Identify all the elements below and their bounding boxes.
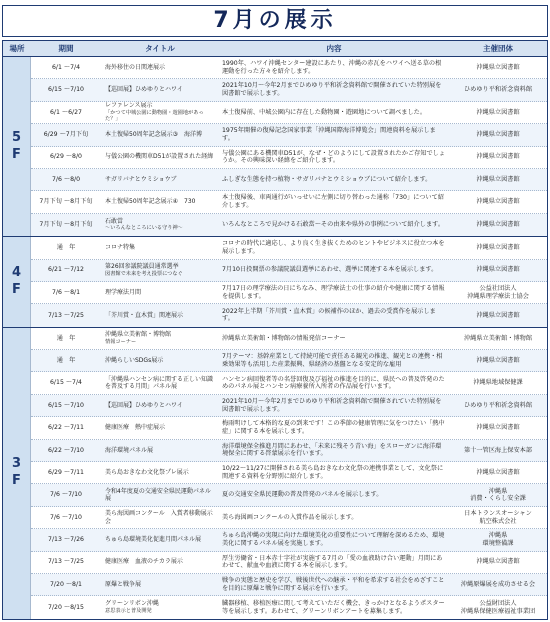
exhibition-row [31, 147, 547, 169]
exhibition-title: 健康医療 血液のチカラ展示 [105, 558, 183, 566]
title-cell [101, 214, 219, 236]
period-cell: 7/13 ～7/25 [48, 311, 84, 319]
period-cell: 6/29 ～7月下旬 [43, 131, 89, 139]
exhibition-row [31, 395, 547, 417]
organizer-cell: 沖縄県地域保健課 [473, 379, 523, 387]
exhibition-title: 石敢當 [105, 217, 124, 225]
title-cell [101, 350, 219, 371]
exhibition-row [31, 191, 547, 213]
floor-rows [31, 328, 547, 619]
organizer-cell: 沖縄県立図書館 [476, 131, 520, 139]
exhibition-row [31, 596, 547, 618]
content-cell: 7月10日投開票の参議院議員選挙にあわせ、選挙に関連する本を展示します。 [222, 266, 438, 274]
title-cell [101, 237, 219, 258]
exhibition-row [31, 260, 547, 282]
floor-cell [3, 57, 31, 236]
period-cell: 通 年 [56, 334, 76, 342]
title-cell [101, 169, 219, 190]
period-cell: 6/15 ～7/10 [48, 86, 84, 94]
organizer-cell: 沖縄県 環境整備課 [482, 532, 514, 547]
exhibition-title: 「芥川賞・直木賞」関連展示 [105, 311, 184, 319]
floor-rows [31, 57, 547, 236]
period-cell: 7月下旬 ～8月下旬 [39, 198, 93, 206]
exhibition-title: 令和4年度夏の交通安全県民運動パネル展 [105, 487, 211, 503]
floor-cell [3, 328, 31, 619]
exhibition-title: 健康医療 熱中症展示 [105, 424, 166, 432]
period-cell: 6/29 ～7/11 [48, 468, 84, 476]
exhibition-row [31, 417, 547, 439]
organizer-cell: 沖縄県立図書館 [476, 356, 520, 364]
content-cell: 2021年10月～今年2月までひめゆり平和祈念資料館で開催されていた特別展を図書館で展示します。 [222, 82, 442, 98]
period-cell: 6/22 ～7/10 [48, 446, 84, 454]
title-cell [101, 462, 219, 483]
exhibition-title: 海洋環境パネル展 [105, 446, 154, 454]
exhibition-title: 沖縄県立美術館・博物館 [105, 331, 172, 339]
floor-label: 4F [9, 264, 24, 299]
organizer-cell: 沖縄県立美術館・博物館 [463, 334, 533, 342]
organizer-cell: 沖縄県立図書館 [476, 198, 520, 206]
exhibition-title: ちゅら島環境美化促進月間パネル展 [105, 536, 202, 544]
content-cell: 海洋環境保全推進月間にあわせ、「未来に残そう青い海」をスローガンに海洋環境保全に関する啓蒙展示を行います。 [222, 442, 442, 458]
header-location: 場所 [9, 44, 25, 53]
title-cell [101, 57, 219, 78]
exhibition-title: 本土復帰50周年記念展示③ 海洋博 [105, 131, 203, 139]
content-cell: 7月テーマ：基幹産業として持続可能で責任ある観光の推進、観光との連携・相乗効果等も活用した産業振興、県経済の基盤となる安定的な雇用 [222, 353, 443, 368]
period-cell: 通 年 [56, 244, 76, 252]
content-cell: コロナの時代に適応し、より良く生き抜くためのヒントやビジネスに役立つ本を展示します。 [222, 240, 445, 255]
exhibition-title: 美ら島おきなわ文化祭プレ展示 [105, 468, 189, 476]
exhibition-title: コロナ特集 [105, 244, 136, 252]
organizer-cell: 沖縄県立図書館 [476, 266, 520, 274]
header-organizer: 主催団体 [483, 44, 513, 53]
content-cell: 本土復帰前、中城公園内に存在した動物園・遊園地について調べました。 [222, 108, 427, 116]
exhibition-row [31, 552, 547, 574]
exhibition-title: 【巡回展】ひめゆりとハワイ [105, 401, 183, 409]
organizer-cell: 公益社団法人 沖縄県理学療法士協会 [467, 285, 529, 300]
exhibition-title: 第26回参議院議員通常選挙 [105, 263, 179, 271]
content-cell: 7月17日の理学療法の日にちなみ、理学療法士の仕事の紹介や健康に関する情報を提供します。 [222, 285, 445, 300]
organizer-cell: ひめゆり平和祈念資料館 [463, 401, 533, 409]
content-cell: ハンセン病回復者等の名誉回復及び福祉の推進を目的に、県民への普及啓発のためのパネル展とハンセン病療養所入所者の作品展を行います。 [222, 375, 445, 391]
period-cell: 6/15 ～7/10 [48, 401, 84, 409]
content-cell: 戦争の実態と歴史を学び、戦後世代への継承・平和を希求する社会をめざすことを目的に原爆と戦争に関する展示を行います。 [222, 577, 445, 592]
header-content: 内容 [326, 44, 342, 53]
content-cell: 1990年、ハワイ沖縄センター建設にあたり、沖縄の赤瓦をハワイへ送る草の根運動を行った方々を紹介します。 [222, 60, 442, 75]
organizer-cell: 沖縄県立図書館 [476, 311, 520, 319]
exhibition-subtitle: 図書館で未来を考え投票につなぐ [105, 270, 183, 277]
exhibition-row [31, 328, 547, 350]
title-cell [101, 282, 219, 303]
content-cell: 夏の交通安全県民運動の普及啓発のパネルを展示します。 [222, 491, 383, 499]
exhibition-title: 【巡回展】ひめゆりとハワイ [105, 86, 183, 94]
exhibition-row [31, 124, 547, 146]
page-title-box [2, 5, 548, 37]
title-cell [101, 440, 219, 461]
content-cell: 梅雨明けして本格的な夏の到来です！この季節の健康管理に気をつけたい「熱中症」に関する本を展示します。 [222, 420, 445, 435]
title-cell [101, 372, 219, 393]
organizer-cell: 沖縄県立図書館 [476, 468, 520, 476]
exhibition-title: グリーンリボン沖縄 [105, 600, 159, 608]
exhibition-subtitle: 「かつて中城公園に動物園・遊園地があった？」 [105, 109, 204, 123]
content-cell: 10/22～11/27に開催される美ら島おきなわ文化祭の連携事業として、文化祭に関連する資料を分野別に紹介します。 [222, 465, 444, 480]
organizer-cell: 沖縄県 消費・くらし安全課 [470, 487, 526, 503]
exhibition-table [2, 40, 548, 620]
exhibition-title: 美ら海図画コンクール 入賞者移動展示会 [105, 509, 213, 525]
content-cell: 2022年上半期「芥川賞・直木賞」の候補作のほか、過去の受賞作を展示します。 [222, 307, 436, 323]
title-cell [101, 79, 219, 100]
floor-label: 5F [9, 129, 24, 164]
title-cell [101, 304, 219, 326]
exhibition-subtitle: 情報コーナー [105, 338, 137, 345]
organizer-cell: ひめゆり平和祈念資料館 [463, 86, 533, 94]
exhibition-title: 原爆と戦争展 [105, 580, 142, 588]
exhibition-row [31, 372, 547, 394]
floor-section [3, 237, 547, 328]
content-cell: 1975年開催の復帰記念国家事業「沖縄国際海洋博覧会」関連資料を展示します。 [222, 127, 436, 142]
title-cell [101, 552, 219, 573]
exhibition-row [31, 79, 547, 101]
title-cell [101, 102, 219, 123]
organizer-cell: 日本トランスオーシャン 航空株式会社 [464, 509, 532, 525]
exhibition-title: 海外移住の日関連展示 [105, 63, 166, 71]
period-cell: 6/21 ～7/12 [48, 266, 84, 274]
content-cell: 沖縄県立美術館・博物館の情報発信コーナー [222, 334, 346, 342]
title-cell [101, 395, 219, 416]
exhibition-title: 与儀公園の機関車D51が設置された経緯 [105, 153, 214, 161]
exhibition-row [31, 574, 547, 596]
period-cell: 7/6 ～7/10 [49, 513, 82, 521]
period-cell: 7月下旬 ～8月下旬 [39, 221, 93, 229]
period-cell: 6/1 ～6/27 [49, 108, 82, 116]
title-cell [101, 124, 219, 145]
organizer-cell: 沖縄県立図書館 [476, 63, 520, 71]
exhibition-subtitle: ～いろんなところにいる守り神～ [105, 225, 183, 232]
exhibition-title: サガリバナとウミショウブ [105, 175, 177, 183]
exhibition-row [31, 214, 547, 236]
header-period: 期間 [58, 44, 74, 53]
header-title: タイトル [145, 44, 175, 53]
period-cell: 6/15 ～7/4 [49, 379, 82, 387]
title-cell [101, 574, 219, 595]
period-cell: 7/20 ～8/1 [49, 580, 82, 588]
content-cell: 2021年10月～今年2月までひめゆり平和祈念資料館で開催されていた特別展を図書館で展示します。 [222, 397, 442, 413]
exhibition-row [31, 462, 547, 484]
title-cell [101, 147, 219, 168]
floor-cell [3, 237, 31, 327]
content-cell: ふしぎな生態を持つ植物・サガリバナとウミショウブについて紹介します。 [222, 175, 432, 183]
exhibition-title: 「沖縄県ハンセン病に関する正しい知識 を普及する月間」パネル展 [105, 375, 214, 391]
organizer-cell: 沖縄県立図書館 [476, 221, 520, 229]
title-cell [101, 596, 219, 618]
period-cell: 6/29 ～8/0 [49, 153, 82, 161]
content-cell: いろんなところで見かける石敢當～その由来や県外の事例について紹介します。 [222, 221, 445, 229]
exhibition-row [31, 440, 547, 462]
period-cell: 7/13 ～7/26 [48, 536, 84, 544]
organizer-cell: 沖縄県立図書館 [476, 244, 520, 252]
exhibition-row [31, 282, 547, 304]
floor-rows [31, 237, 547, 327]
exhibition-row [31, 304, 547, 326]
organizer-cell: 沖縄原爆展を成功させる会 [460, 580, 536, 588]
exhibition-title: 理学療法月間 [105, 288, 142, 296]
exhibition-row [31, 57, 547, 79]
content-cell: 与儀公園にある機関車D51が、なぜ・どのようにして設置されたかご存知でしょうか。その興味深い経緯をご紹介します。 [222, 149, 446, 165]
period-cell: 7/6 ～7/10 [49, 491, 82, 499]
exhibition-subtitle: 意思表示と普及開発 [105, 608, 152, 615]
exhibition-row [31, 507, 547, 529]
exhibition-row [31, 529, 547, 551]
page-title: 7月の展示 [213, 8, 337, 33]
title-cell [101, 484, 219, 505]
title-cell [101, 529, 219, 550]
organizer-cell: 沖縄県立図書館 [476, 558, 520, 566]
organizer-cell: 沖縄県立図書館 [476, 108, 520, 116]
floor-section [3, 328, 547, 619]
exhibition-row [31, 484, 547, 506]
floor-label: 3F [9, 456, 24, 491]
content-cell: 厚生労働省・日本赤十字社が実施する7月の「愛の血液助け合い運動」月間にあわせて、献血や血液に関する本を展示します。 [222, 554, 443, 570]
floor-section [3, 57, 547, 237]
content-cell: ちゅら島沖縄の実現に向けた環境美化の重要性について理解を深めるため、環境美化に関するパネル展を実施します。 [222, 532, 445, 547]
period-cell: 7/6 ～8/1 [51, 288, 81, 296]
content-cell: 本土復帰後、車両通行がいっせいに左側に切り替わった通称「730」について紹介します。 [222, 194, 444, 210]
exhibition-row [31, 102, 547, 124]
title-cell [101, 417, 219, 438]
table-body [3, 57, 547, 619]
table-header [3, 41, 547, 57]
organizer-cell: 沖縄県立図書館 [476, 153, 520, 161]
period-cell: 7/6 ～8/0 [51, 175, 81, 183]
organizer-cell: 沖縄県立図書館 [476, 175, 520, 183]
content-cell: 美ら海図画コンクールの入賞作品を展示します。 [222, 513, 358, 521]
period-cell: 7/13 ～7/25 [48, 558, 84, 566]
exhibition-title: レファレンス展示 [105, 102, 153, 110]
exhibition-row [31, 350, 547, 372]
organizer-cell: 公益財団法人 沖縄県保健医療福祉事業団 [460, 599, 536, 615]
exhibition-row [31, 169, 547, 191]
organizer-cell: 第十一管区海上保安本部 [463, 446, 533, 454]
exhibition-title: 本土復帰50周年記念展示④ 730 [105, 198, 196, 206]
content-cell: 臓器移植、移植医療に関して考えていただく機会、きっかけとなるようポスター等を展示します。あわせて、グリーンリボンアートを募集します。 [222, 599, 445, 615]
title-cell [101, 260, 219, 281]
exhibition-title: 沖縄らしいSDGs展示 [105, 356, 164, 364]
organizer-cell: 沖縄県立図書館 [476, 424, 520, 432]
exhibition-row [31, 237, 547, 259]
period-cell: 7/20 ～8/15 [48, 603, 84, 611]
period-cell: 6/22 ～7/11 [48, 424, 84, 432]
title-cell [101, 191, 219, 212]
period-cell: 6/1 ～7/4 [51, 63, 81, 71]
title-cell [101, 507, 219, 528]
title-cell [101, 328, 219, 349]
period-cell: 通 年 [56, 356, 76, 364]
